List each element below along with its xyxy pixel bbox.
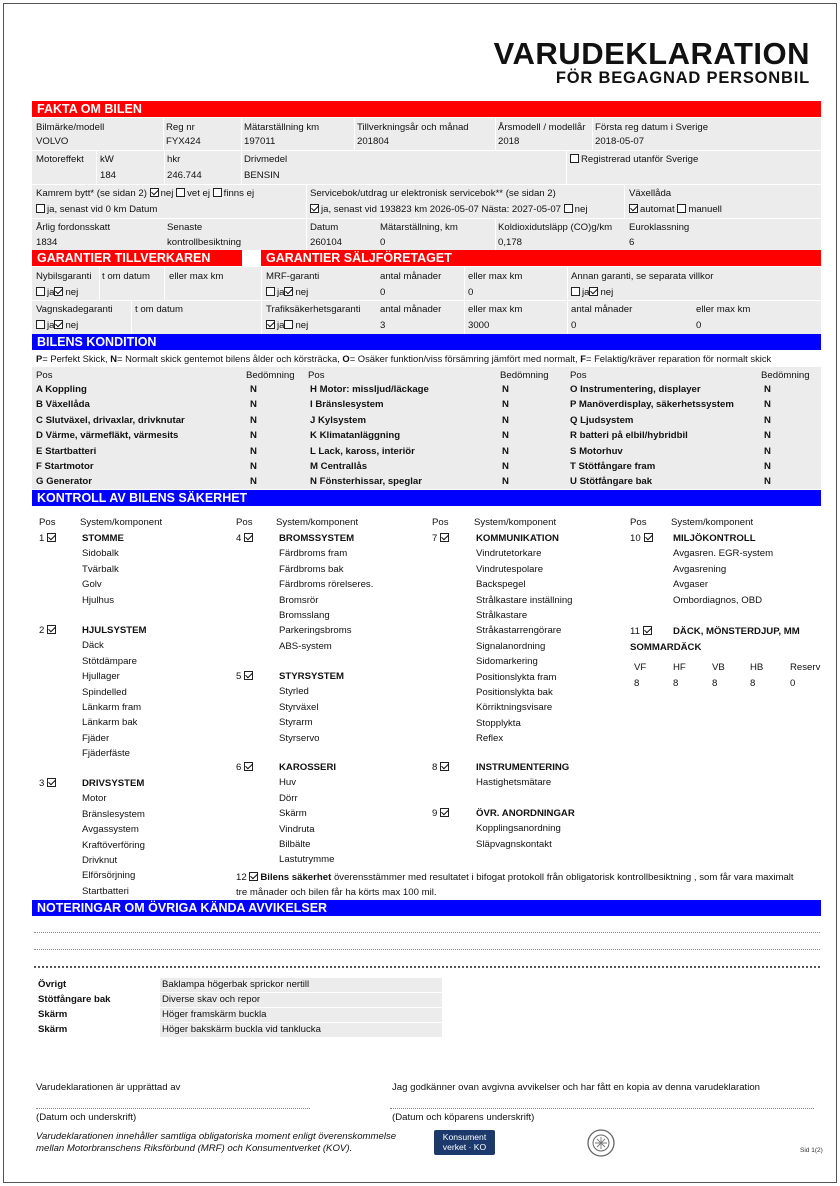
note-label: Skärm: [38, 1009, 68, 1020]
safety-group-title: STYRSYSTEM: [279, 671, 345, 682]
tyre-depth: 8: [750, 678, 756, 689]
safety-group-title: KOMMUNIKATION: [476, 533, 559, 544]
reg-label: Reg nr: [166, 122, 195, 133]
tyre-label: HB: [750, 662, 764, 673]
odometer-label: Mätarställning km: [244, 122, 320, 133]
checkbox-icon: [47, 533, 56, 542]
traffic-km: 3000: [468, 320, 490, 331]
checkbox-icon: [440, 762, 449, 771]
safety-component: Golv: [82, 579, 102, 591]
mfg-label: Tillverkningsår och månad: [357, 122, 469, 133]
condition-item-rating: N: [502, 476, 509, 488]
condition-item-rating: N: [250, 430, 257, 442]
section-safety: KONTROLL AV BILENS SÄKERHET: [32, 490, 821, 506]
safety-group-check[interactable]: 11: [630, 626, 654, 637]
power-label: Motoreffekt: [36, 154, 84, 165]
condition-item-rating: N: [502, 430, 509, 442]
newcar-until-label: t om datum: [102, 271, 150, 282]
other-km-label: eller max km: [696, 304, 751, 315]
safety-group-title: DÄCK, MÖNSTERDJUP, MM: [673, 626, 800, 637]
safety-component: Strålkastare: [476, 610, 528, 621]
mrf-km-label: eller max km: [468, 271, 523, 282]
condition-item-rating: N: [250, 399, 257, 411]
checkbox-icon: [47, 625, 56, 634]
safety-component: Körriktningsvisare: [476, 702, 553, 714]
inspection-label: Senaste: [167, 222, 203, 233]
safety-sys-header-4: System/komponent: [671, 517, 754, 528]
condition-item-label: S Motorhuv: [570, 445, 623, 457]
gearbox-options[interactable]: automat manuell: [629, 204, 722, 215]
checkbox-icon: [244, 533, 253, 542]
insp-date-label: Datum: [310, 222, 339, 233]
safety-component: Tvärbalk: [82, 563, 119, 575]
safety-component: Backspegel: [476, 579, 526, 591]
sign-left-label: (Datum och underskrift): [36, 1112, 137, 1123]
condition-item-rating: N: [502, 461, 509, 472]
cond-rating-header-3: Bedömning: [761, 370, 810, 381]
tyre-label: HF: [673, 662, 686, 673]
vehicle-checkbox[interactable]: ja nej: [36, 320, 78, 331]
note-label: Stötfångare bak: [38, 994, 111, 1005]
vehicle-until-label: t om datum: [135, 304, 183, 315]
summer-tyres-label: SOMMARDÄCK: [630, 642, 702, 653]
safety-component: Däck: [82, 640, 104, 652]
cond-pos-header-1: Pos: [36, 370, 53, 381]
other-warranty-label: Annan garanti, se separata villkor: [571, 271, 714, 282]
mrf-months: 0: [380, 287, 386, 298]
safety-group-title: KAROSSERI: [279, 762, 337, 773]
safety-component: Vindrutetorkare: [476, 548, 542, 560]
fuel-value: BENSIN: [244, 170, 280, 181]
safety-component: Länkarm bak: [82, 717, 138, 729]
note-text: Baklampa högerbak sprickor nertill: [162, 979, 310, 990]
safety-sys-header-2: System/komponent: [276, 517, 359, 528]
tyre-depth: 0: [790, 678, 796, 689]
traffic-months-label: antal månader: [380, 304, 442, 315]
traffic-km-label: eller max km: [468, 304, 523, 315]
safety-12-line-2: tre månader och bilen får ha körts max 100 mil.: [236, 887, 437, 898]
other-months-label: antal månader: [571, 304, 633, 315]
condition-item-rating: N: [502, 445, 509, 457]
safety-component: Hjulhus: [82, 594, 114, 606]
hp-value: 246.744: [167, 170, 202, 181]
condition-item-rating: N: [250, 414, 257, 426]
condition-item-label: M Centrallås: [310, 461, 368, 472]
checkbox-icon: [244, 671, 253, 680]
safety-component: ABS-system: [279, 640, 332, 652]
condition-item-label: T Stötfångare fram: [570, 461, 656, 472]
condition-item-rating: N: [502, 399, 509, 411]
safety-component: Länkarm fram: [82, 702, 142, 713]
traffic-label: Trafiksäkerhetsgaranti: [266, 304, 361, 315]
condition-item-label: H Motor: missljud/läckage: [310, 384, 429, 395]
model-year-label: Årsmodell / modellår: [498, 122, 586, 133]
condition-item-rating: N: [764, 445, 771, 457]
note-text: Diverse skav och repor: [162, 994, 261, 1005]
other-checkbox[interactable]: ja nej: [571, 287, 613, 298]
signature-line-right[interactable]: [390, 1108, 814, 1109]
safety-component: Startbatteri: [82, 885, 129, 897]
condition-item-label: A Koppling: [36, 384, 87, 395]
safety-component: Skärm: [279, 808, 307, 820]
euro-label: Euroklassning: [629, 222, 690, 233]
checkbox-icon: [244, 762, 253, 771]
traffic-checkbox[interactable]: ja nej: [266, 320, 308, 331]
safety-group-check[interactable]: 5: [236, 671, 255, 682]
condition-item-label: L Lack, kaross, interiör: [310, 445, 415, 457]
condition-item-label: B Växellåda: [36, 399, 90, 411]
condition-item-rating: N: [250, 384, 257, 395]
safety-component: Bromsslang: [279, 610, 330, 621]
kw-value: 184: [100, 170, 117, 181]
safety-component: Avgasren. EGR-system: [673, 548, 774, 560]
euro-value: 6: [629, 237, 635, 248]
mrf-label: MRF-garanti: [266, 271, 320, 282]
other-months: 0: [571, 320, 577, 331]
safety-component: Stötdämpare: [82, 655, 137, 667]
tax-label: Årlig fordonsskatt: [36, 222, 111, 233]
condition-item-rating: N: [764, 461, 771, 472]
condition-item-rating: N: [250, 445, 257, 457]
safety-component: Styrled: [279, 686, 309, 698]
checkbox-icon: [643, 626, 652, 635]
fuel-label: Drivmedel: [244, 154, 288, 165]
condition-item-rating: N: [764, 399, 771, 411]
safety-component: Bilbälte: [279, 839, 311, 850]
safety-component: Styrväxel: [279, 701, 319, 713]
condition-item-label: O Instrumentering, displayer: [570, 384, 701, 395]
konsumentverket-logo: Konsument verket · KO: [434, 1130, 495, 1155]
insp-odo-label: Mätarställning, km: [380, 222, 458, 233]
insp-odo-value: 0: [380, 237, 386, 248]
signature-line-left[interactable]: [36, 1108, 310, 1109]
safety-component: Lastutrymme: [279, 854, 335, 866]
safety-component: Avgasrening: [673, 563, 727, 575]
safety-component: Kraftöverföring: [82, 839, 145, 851]
safety-component: Styrarm: [279, 717, 313, 729]
service-line[interactable]: ja, senast vid 193823 km 2026-05-07 Nästa: 2027-05-07 nej: [310, 204, 587, 215]
safety-component: Hjullager: [82, 671, 120, 683]
prepared-by-label: Varudeklarationen är upprättad av: [36, 1082, 181, 1093]
safety-pos-header-2: Pos: [236, 517, 253, 528]
safety-group-check[interactable]: 9: [432, 808, 451, 819]
safety-group-title: DRIVSYSTEM: [82, 778, 145, 789]
tyre-depth: 8: [634, 678, 640, 689]
safety-component: Sidomarkering: [476, 656, 538, 668]
safety-component: Släpvagnskontakt: [476, 838, 552, 850]
condition-item-label: E Startbatteri: [36, 445, 97, 457]
safety-component: Färdbroms bak: [279, 563, 344, 575]
safety-pos-header-3: Pos: [432, 517, 449, 528]
condition-item-label: C Slutväxel, drivaxlar, drivknutar: [36, 414, 185, 426]
safety-sys-header-1: System/komponent: [80, 517, 163, 528]
section-seller-warranty: GARANTIER SÄLJFÖRETAGET: [261, 250, 821, 266]
condition-item-label: P Manöverdisplay, säkerhetssystem: [570, 399, 734, 411]
mfg-value: 201804: [357, 136, 390, 147]
safety-component: Elförsörjning: [82, 870, 136, 882]
tyre-depth: 8: [673, 678, 679, 689]
cond-pos-header-3: Pos: [570, 370, 587, 381]
condition-item-rating: N: [764, 430, 771, 442]
tyre-label: Reserv: [790, 662, 821, 673]
cond-rating-header-2: Bedömning: [500, 370, 549, 381]
condition-item-label: G Generator: [36, 476, 92, 488]
tyre-depth: 8: [712, 678, 718, 689]
section-facts: FAKTA OM BILEN: [32, 101, 821, 117]
safety-component: Positionslykta bak: [476, 687, 553, 698]
other-km: 0: [696, 320, 702, 331]
page-number: Sid 1(2): [800, 1147, 823, 1154]
safety-pos-header-4: Pos: [630, 517, 647, 528]
condition-item-label: D Värme, värmefläkt, värmesits: [36, 430, 179, 442]
safety-group-check[interactable]: 2: [39, 625, 58, 636]
section-notes: NOTERINGAR OM ÖVRIGA KÄNDA AVVIKELSER: [32, 900, 821, 916]
condition-item-rating: N: [764, 414, 771, 426]
note-text: Höger framskärm buckla: [162, 1009, 267, 1020]
safety-component: Stopplykta: [476, 717, 521, 729]
safety-component: Stråkastarrengörare: [476, 625, 562, 637]
mrf-months-label: antal månader: [380, 271, 442, 282]
tax-value: 1834: [36, 237, 58, 248]
safety-component: Avgassystem: [82, 824, 139, 836]
condition-item-rating: N: [502, 384, 509, 395]
safety-pos-header-1: Pos: [39, 517, 56, 528]
safety-component: Färdbroms fram: [279, 548, 348, 560]
condition-item-label: N Fönsterhissar, speglar: [310, 476, 422, 488]
registered-abroad-checkbox[interactable]: Registrerad utanför Sverige: [570, 154, 698, 165]
disclaimer-1: Varudeklarationen innehåller samtliga obligatoriska moment enligt överenskommelse: [36, 1131, 397, 1142]
section-condition: BILENS KONDITION: [32, 334, 821, 350]
vehicle-warranty-label: Vagnskadegaranti: [36, 304, 113, 315]
condition-item-rating: N: [502, 414, 509, 426]
checkbox-icon: [644, 533, 653, 542]
accept-label: Jag godkänner ovan avgivna avvikelser och har fått en kopia av denna varudeklaration: [392, 1082, 760, 1093]
safety-component: Fjäder: [82, 732, 110, 744]
safety-group-check[interactable]: 8: [432, 762, 451, 773]
newcar-checkbox[interactable]: ja nej: [36, 287, 78, 298]
safety-component: Avgaser: [673, 579, 709, 591]
condition-item-label: J Kylsystem: [310, 414, 366, 426]
condition-item-rating: N: [764, 476, 771, 488]
model-year-value: 2018: [498, 136, 520, 147]
condition-item-rating: N: [250, 461, 257, 472]
safety-group-check[interactable]: 7: [432, 533, 451, 544]
safety-group-check[interactable]: 6: [236, 762, 255, 773]
cond-rating-header-1: Bedömning: [246, 370, 295, 381]
safety-component: Hastighetsmätare: [476, 777, 552, 789]
reg-value: FYX424: [166, 136, 201, 147]
safety-component: Sidobalk: [82, 548, 119, 560]
safety-group-title: HJULSYSTEM: [82, 625, 147, 636]
safety-component: Kopplingsanordning: [476, 823, 561, 835]
first-reg-label: Första reg datum i Sverige: [595, 122, 709, 133]
condition-item-rating: N: [764, 384, 771, 395]
gearbox-label: Växellåda: [629, 188, 672, 199]
safety-component: Bränslesystem: [82, 808, 145, 820]
traffic-months: 3: [380, 320, 386, 331]
safety-component: Signalanordning: [476, 640, 546, 652]
safety-group-check[interactable]: 3: [39, 778, 58, 789]
note-text: Höger bakskärm buckla vid tanklucka: [162, 1024, 321, 1035]
condition-item-label: U Stötfångare bak: [570, 476, 653, 488]
safety-component: Spindelled: [82, 686, 127, 698]
safety-group-check[interactable]: 10: [630, 533, 655, 544]
document-title: VARUDEKLARATION: [493, 36, 810, 71]
safety-group-check[interactable]: 1: [39, 533, 58, 544]
checkbox-icon: [570, 154, 579, 163]
make-label: Bilmärke/modell: [36, 122, 105, 133]
safety-component: Reflex: [476, 733, 504, 745]
make-value: VOLVO: [36, 136, 69, 147]
note-label: Skärm: [38, 1024, 68, 1035]
first-reg-value: 2018-05-07: [595, 136, 645, 147]
checkbox-icon: [47, 778, 56, 787]
safety-component: Huv: [279, 777, 297, 789]
safety-group-title: MILJÖKONTROLL: [673, 533, 756, 544]
safety-12-line[interactable]: 12 Bilens säkerhet överensstämmer med resultatet i bifogat protokoll från obligatorisk kontrollbesiktning , som får vara maximalt: [236, 872, 794, 883]
condition-item-label: I Bränslesystem: [310, 399, 384, 411]
safety-group-title: STOMME: [82, 533, 124, 544]
insp-date-value: 260104: [310, 237, 343, 248]
safety-sys-header-3: System/komponent: [474, 517, 557, 528]
hp-label: hkr: [167, 154, 181, 165]
note-label: Övrigt: [38, 979, 67, 990]
condition-item-rating: N: [250, 476, 257, 488]
safety-component: Ombordiagnos, OBD: [673, 594, 763, 606]
condition-item-label: K Klimatanläggning: [310, 430, 401, 442]
cond-pos-header-2: Pos: [308, 370, 325, 381]
mrf-checkbox[interactable]: ja nej: [266, 287, 308, 298]
safety-component: Fjäderfäste: [82, 748, 130, 760]
co2-label: Koldioxidutsläpp (CO)g/km: [498, 222, 613, 233]
safety-component: Styrservo: [279, 732, 320, 744]
newcar-km-label: eller max km: [169, 271, 224, 282]
safety-component: Färdbroms rörelseres.: [279, 579, 374, 591]
tyre-label: VB: [712, 662, 725, 673]
safety-component: Vindruta: [279, 823, 315, 835]
condition-legend: P= Perfekt Skick, N= Normalt skick gentemot bilens ålder och körsträcka, O= Osäker funktion/viss försämring jämfört med normalt, F= Felaktig/kräver reparation för normalt skick: [36, 353, 772, 364]
safety-component: Motor: [82, 793, 107, 805]
safety-component: Drivknut: [82, 855, 118, 866]
section-maker-warranty: GARANTIER TILLVERKAREN: [32, 250, 242, 266]
condition-item-label: R batteri på elbil/hybridbil: [570, 430, 688, 442]
checkbox-icon: [440, 808, 449, 817]
safety-component: Bromsrör: [279, 594, 319, 606]
odometer-value: 197011: [244, 136, 276, 147]
inspection-label-2: kontrollbesiktning: [167, 237, 242, 248]
condition-item-label: F Startmotor: [36, 461, 94, 472]
safety-component: Vindrutespolare: [476, 563, 544, 575]
safety-component: Parkeringsbroms: [279, 625, 352, 637]
disclaimer-2: mellan Motorbranschens Riksförbund (MRF) och Konsumentverket (KOV).: [36, 1143, 353, 1154]
tyre-label: VF: [634, 662, 647, 673]
safety-group-title: INSTRUMENTERING: [476, 762, 570, 773]
condition-item-label: Q Ljudsystem: [570, 414, 634, 426]
belt-line[interactable]: ja, senast vid 0 km Datum: [36, 204, 157, 215]
safety-group-title: ÖVR. ANORDNINGAR: [476, 808, 575, 819]
safety-component: Strålkastare inställning: [476, 594, 573, 606]
newcar-warranty-label: Nybilsgaranti: [36, 271, 92, 282]
safety-component: Positionslykta fram: [476, 671, 557, 683]
safety-group-title: BROMSSYSTEM: [279, 533, 355, 544]
safety-group-check[interactable]: 4: [236, 533, 255, 544]
kw-label: kW: [100, 154, 114, 165]
co2-value: 0,178: [498, 237, 523, 248]
sign-right-label: (Datum och köparens underskrift): [392, 1112, 535, 1123]
checkbox-icon: [440, 533, 449, 542]
belt-label: Kamrem bytt* (se sidan 2) nej vet ej finns ej: [36, 188, 255, 199]
document-page: [3, 3, 837, 1183]
document-subtitle: FÖR BEGAGNAD PERSONBIL: [555, 69, 810, 87]
service-label: Servicebok/utdrag ur elektronisk servicebok** (se sidan 2): [310, 188, 556, 199]
mrf-seal-icon: [586, 1128, 616, 1158]
safety-component: Dörr: [279, 792, 298, 804]
mrf-km: 0: [468, 287, 474, 298]
